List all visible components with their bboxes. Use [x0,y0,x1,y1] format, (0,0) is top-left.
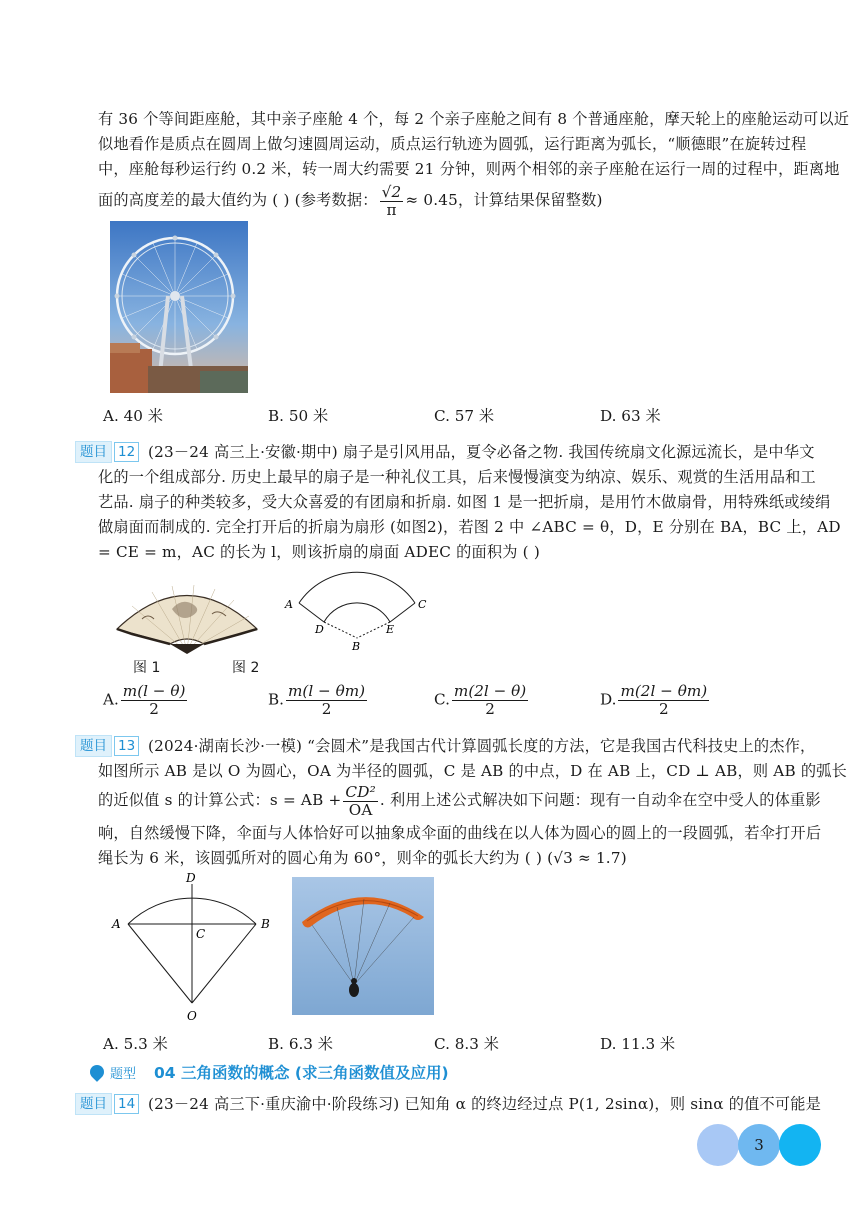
q13-formula-num: CD² [345,782,376,801]
section-title: 04 三角函数的概念 (求三角函数值及应用) [154,1064,449,1082]
q12-option-d-prefix: D. [600,690,617,709]
arc-label-b: B [261,917,270,931]
q13-tag-label: 题目 [75,735,112,757]
fig2-label-d: D [315,623,324,636]
ferris-wheel-photo [110,221,248,393]
q11-text-post: ≈ 0.45，计算结果保留整数) [405,191,603,209]
fig2-label-a: A [285,598,293,611]
q13-formula-pre: 的近似值 s 的计算公式：s = AB + [98,791,342,809]
q12-option-c-prefix: C. [434,690,450,709]
q13-text-line-3 [98,780,821,820]
q11-text-line-1: 有 36 个等间距座舱，其中亲子座舱 4 个，每 2 个亲子座舱之间有 8 个普通座舱，摩天轮上的座舱运动可以近 [98,110,850,128]
q11-text-pre: 面的高度差的最大值约为 ( ) (参考数据： [98,191,378,209]
q13-text-line-1: (2024·湖南长沙·一模) “会圆术”是我国古代计算圆弧长度的方法，它是我国古代科技史上的杰作， [148,737,816,755]
q12-text-line-4: 做扇面而制成的. 完全打开后的折扇为扇形 (如图2)，若图 2 中 ∠ABC = θ，D，E 分别在 BA，BC 上，AD [98,518,841,536]
q12-option-c[interactable] [434,683,530,718]
q13-text-line-2: 如图所示 AB 是以 O 为圆心，OA 为半径的圆弧，C 是 AB 的中点，D 在 AB 上，CD ⊥ AB，则 AB 的弧长 [98,762,848,780]
page-decoration-circle-3 [779,1124,821,1166]
arc-label-d: D [186,871,196,885]
q11-text-line-4 [98,180,603,220]
q12-text-line-5: = CE = m，AC 的长为 l，则该折扇的扇面 ADEC 的面积为 ( ) [98,543,540,561]
q13-option-c[interactable]: C. 8.3 米 [434,1035,499,1053]
page-decoration-circle-1 [697,1124,739,1166]
q11-option-a[interactable]: A. 40 米 [103,407,163,425]
page-number: 3 [754,1136,764,1154]
q12-option-d-den: 2 [658,700,669,718]
fig2-caption: 图 2 [232,660,260,676]
q12-text-line-2: 化的一个组成部分. 历史上最早的扇子是一种礼仪工具，后来慢慢演变为纳凉、娱乐、观赏的生活用品和工 [98,468,816,486]
fig2-label-c: C [418,598,427,611]
q14-tag [75,1094,139,1114]
q11-option-c[interactable]: C. 57 米 [434,407,495,425]
q12-text-line-3: 艺品. 扇子的种类较多，受大众喜爱的有团扇和折扇. 如图 1 是一把折扇，是用竹木做扇骨，用特殊纸或绫绢 [98,493,831,511]
q13-option-d[interactable]: D. 11.3 米 [600,1035,676,1053]
q12-option-a-num: m(l − θ) [122,682,186,700]
q11-reference-fraction [380,184,404,219]
q11-frac-den: π [386,200,397,219]
q12-option-d[interactable] [600,683,711,718]
location-pin-icon [87,1062,107,1082]
q12-tag-label: 题目 [75,441,112,463]
arc-label-c: C [196,927,206,941]
q11-frac-num: √2 [381,182,402,201]
paraglider-photo [292,877,434,1015]
q12-option-a-den: 2 [149,700,159,718]
q12-option-b[interactable] [268,683,369,718]
q12-option-c-num: m(2l − θ) [453,682,527,700]
section-header [90,1061,449,1083]
q13-option-b[interactable]: B. 6.3 米 [268,1035,333,1053]
q11-text-line-2: 似地看作是质点在圆周上做匀速圆周运动，质点运行轨迹为圆弧，运行距离为弧长，“顺德眼”在旋转过程 [98,135,807,153]
folding-fan-image [112,574,262,654]
q12-option-b-den: 2 [321,700,332,718]
fig2-label-e: E [386,623,395,636]
q13-formula-post: . 利用上述公式解决如下问题：现有一自动伞在空中受人的体重影 [379,791,821,809]
q14-tag-label: 题目 [75,1093,112,1115]
page-number-circle [738,1124,780,1166]
q11-option-b[interactable]: B. 50 米 [268,407,329,425]
sector-diagram [282,570,432,655]
q13-option-a[interactable]: A. 5.3 米 [103,1035,168,1053]
q13-tag [75,736,139,756]
arc-diagram [108,868,278,1023]
q13-text-line-4: 响，自然缓慢下降，伞面与人体恰好可以抽象成伞面的曲线在以人体为圆心的圆上的一段圆弧，若伞打开后 [98,824,822,842]
q14-tag-number: 14 [114,1094,139,1114]
q11-text-line-3: 中，座舱每秒运行约 0.2 米，转一周大约需要 21 分钟，则两个相邻的亲子座舱在运行一周的过程中，距离地 [98,160,840,178]
fig2-label-b: B [352,640,361,653]
arc-label-o: O [187,1009,197,1023]
q13-formula-den: OA [348,800,373,819]
section-label: 题型 [110,1066,137,1082]
q11-option-d[interactable]: D. 63 米 [600,407,661,425]
q12-option-b-num: m(l − θm) [288,682,366,700]
q12-option-d-num: m(2l − θm) [620,682,708,700]
q12-option-a[interactable] [103,683,189,718]
q12-tag-number: 12 [114,442,139,462]
q12-option-c-den: 2 [485,700,495,718]
q12-tag [75,442,139,462]
q12-option-b-prefix: B. [268,690,284,709]
arc-label-a: A [112,917,121,931]
q12-option-a-prefix: A. [103,690,119,709]
q13-tag-number: 13 [114,736,139,756]
q14-text-line-1: (23－24 高三下·重庆渝中·阶段练习) 已知角 α 的终边经过点 P(1, 2sinα)，则 sinα 的值不可能是 [148,1095,822,1113]
q13-text-line-5: 绳长为 6 米，该圆弧所对的圆心角为 60°，则伞的弧长大约为 ( ) (√3 ≈ 1.7) [98,849,627,867]
fig1-caption: 图 1 [133,660,161,676]
q12-text-line-1: (23－24 高三上·安徽·期中) 扇子是引风用品，夏令必备之物. 我国传统扇文化源远流长，是中华文 [148,443,815,461]
